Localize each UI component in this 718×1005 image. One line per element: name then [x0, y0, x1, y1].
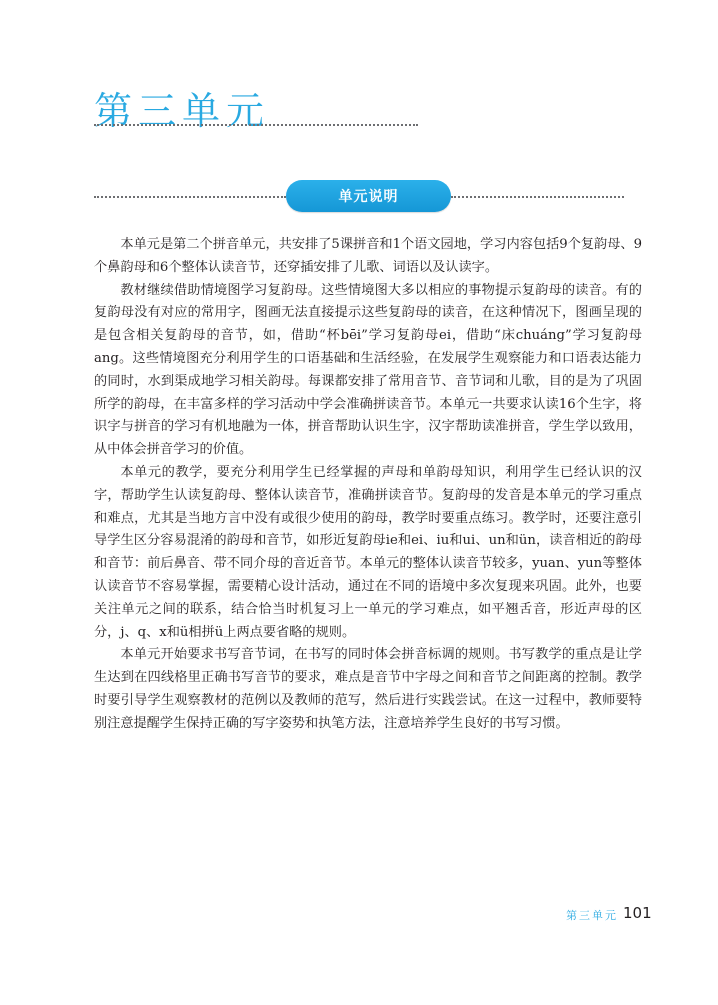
unit-title: 第三单元: [94, 89, 271, 133]
title-divider: [94, 124, 418, 126]
section-heading-badge: [286, 180, 451, 212]
footer-unit-label: 第三单元: [566, 909, 618, 922]
section-divider-left: [94, 196, 286, 198]
page-number: 101: [623, 904, 652, 922]
paragraph-overview: 本单元是第二个拼音单元，共安排了5课拼音和1个语文园地，学习内容包括9个复韵母、9个鼻韵母和6个整体认读音节，还穿插安排了儿歌、词语以及认读字。: [94, 237, 642, 275]
paragraph-teaching: 本单元的教学，要充分利用学生已经掌握的声母和单韵母知识，利用学生已经认识的汉字，帮助学生认读复韵母、整体认读音节，准确拼读音节。复韵母的发音是本单元的学习重点和难点，尤其是当地方言中没有或很少使用的韵母，教学时要重点练习。教学时，还要注意引导学生区分容易混淆的韵母和音节，如形近复韵母ie和ei、iu和ui、un和ün，读音相近的韵母和音节：前后鼻音、带不同介母的音近音节。本单元的整体认读音节较多，yuan、yun等整体认读音节不容易掌握，需要精心设计活动，通过在不同的语境中多次复现来巩固。此外，也要关注单元之间的联系，结合恰当时机复习上一单元的学习难点，如平翘舌音，形近声母的区分，j、q、x和ü相拼ü上两点要省略的规则。: [94, 464, 642, 640]
unit-description-body: [94, 234, 642, 736]
paragraph-illustrations: 教材继续借助情境图学习复韵母。这些情境图大多以相应的事物提示复韵母的读音。有的复韵母没有对应的常用字，图画无法直接提示这些复韵母的读音，在这种情况下，图画呈现的是包含相关复韵母的音节，如，借助“杯bēi”学习复韵母ei，借助“床chuáng”学习复韵母ang。这些情境图充分利用学生的口语基础和生活经验，在发展学生观察能力和口语表达能力的同时，水到渠成地学习相关韵母。每课都安排了常用音节、音节词和儿歌，目的是为了巩固所学的韵母，在丰富多样的学习活动中学会准确拼读音节。本单元一共要求认读16个生字，将识字与拼音的学习有机地融为一体，拼音帮助认识生字，汉字帮助读准拼音，学生学以致用，从中体会拼音学习的价值。: [94, 282, 642, 458]
paragraph-writing: 本单元开始要求书写音节词，在书写的同时体会拼音标调的规则。书写教学的重点是让学生达到在四线格里正确书写音节的要求，难点是音节中字母之间和音节之间距离的控制。教学时要引导学生观察教材的范例以及教师的范写，然后进行实践尝试。在这一过程中，教师要特别注意提醒学生保持正确的写字姿势和执笔方法，注意培养学生良好的书写习惯。: [94, 647, 642, 731]
section-heading-label: 单元说明: [338, 189, 399, 205]
section-divider-right: [451, 196, 624, 198]
